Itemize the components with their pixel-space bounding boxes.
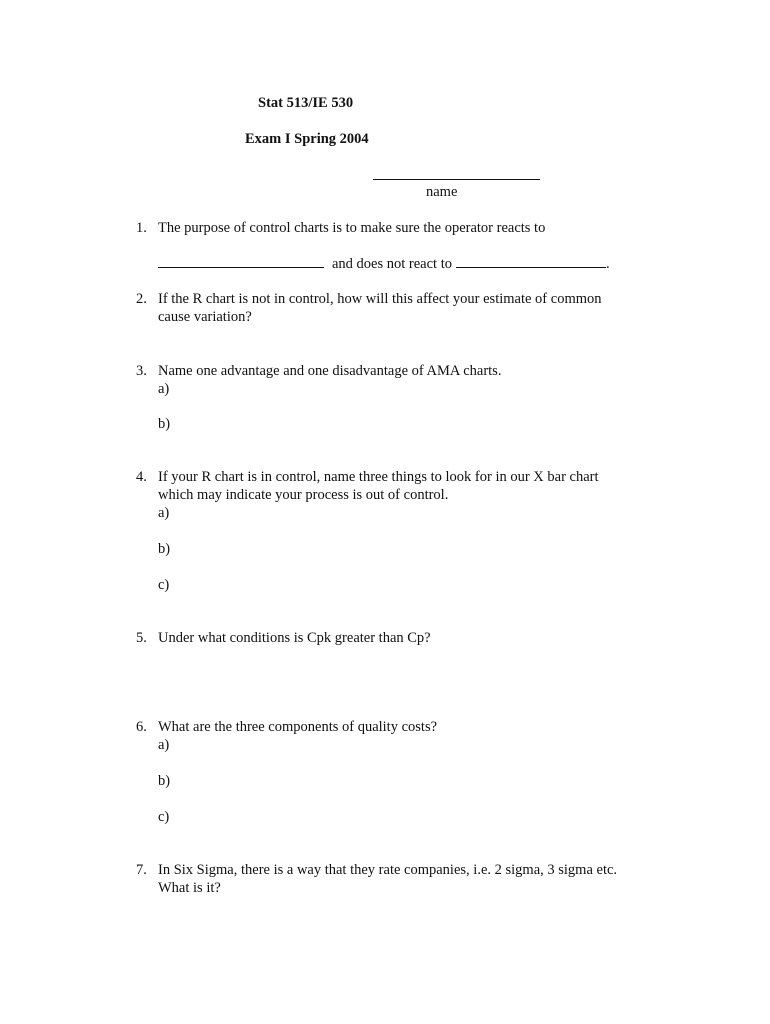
- fill-in-middle-text: and does not react to: [332, 256, 452, 272]
- question-6-part-c: c): [158, 809, 170, 825]
- question-4-part-b: b): [158, 541, 171, 557]
- course-title: Stat 513/IE 530: [258, 95, 354, 111]
- question-4-number: 4.: [136, 469, 147, 485]
- question-2-text-line-2: cause variation?: [158, 309, 252, 325]
- question-1-number: 1.: [136, 220, 147, 236]
- question-3-text: Name one advantage and one disadvantage of AMA charts.: [158, 363, 502, 379]
- question-7-text-line-1: In Six Sigma, there is a way that they rate companies, i.e. 2 sigma, 3 sigma etc.: [158, 862, 618, 878]
- fill-in-blank-2: [456, 255, 606, 268]
- question-3-number: 3.: [136, 363, 147, 379]
- question-4-part-a: a): [158, 505, 170, 521]
- question-1-fill-in: [158, 255, 610, 273]
- question-7-number: 7.: [136, 862, 147, 878]
- name-label: name: [426, 184, 458, 200]
- question-6-number: 6.: [136, 719, 147, 735]
- question-3-part-b: b): [158, 416, 171, 432]
- question-7-text-line-2: What is it?: [158, 880, 221, 896]
- question-2-number: 2.: [136, 291, 147, 307]
- fill-in-blank-1: [158, 255, 324, 268]
- question-2-text-line-1: If the R chart is not in control, how will this affect your estimate of common: [158, 291, 602, 307]
- question-6-text: What are the three components of quality costs?: [158, 719, 438, 735]
- question-5-text: Under what conditions is Cpk greater than Cp?: [158, 630, 431, 646]
- question-5-number: 5.: [136, 630, 147, 646]
- name-blank: [373, 171, 540, 180]
- question-6-part-a: a): [158, 737, 170, 753]
- fill-in-end-text: .: [606, 256, 610, 272]
- question-4-part-c: c): [158, 577, 170, 593]
- exam-title: Exam I Spring 2004: [245, 131, 369, 147]
- question-4-text-line-1: If your R chart is in control, name three things to look for in our X bar chart: [158, 469, 599, 485]
- question-3-part-a: a): [158, 381, 170, 397]
- question-4-text-line-2: which may indicate your process is out of control.: [158, 487, 449, 503]
- question-6-part-b: b): [158, 773, 171, 789]
- question-1-text: The purpose of control charts is to make sure the operator reacts to: [158, 220, 546, 236]
